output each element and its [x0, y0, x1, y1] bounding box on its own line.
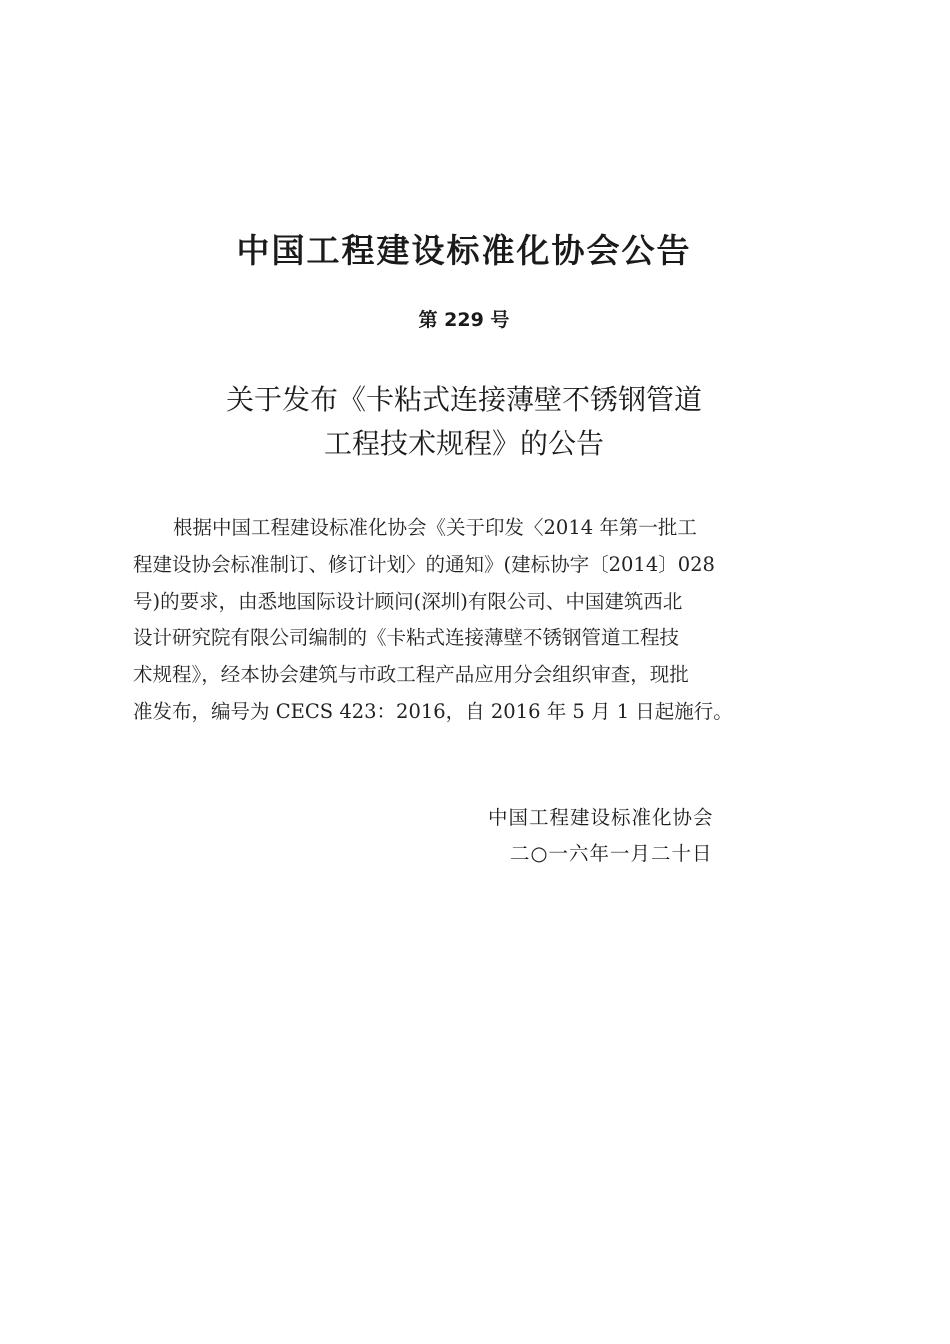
body-line-5: 术规程》，经本协会建筑与市政工程产品应用分会组织审查，现批: [133, 663, 689, 687]
notice-number: 第 229 号: [418, 309, 510, 331]
body-line-1: 根据中国工程建设标准化协会《关于印发〈2014 年第一批工: [173, 516, 697, 539]
notice-subject: [0, 378, 928, 466]
subject-line-1: 关于发布《卡粘式连接薄壁不锈钢管道: [225, 383, 702, 416]
body-line-2: 程建设协会标准制订、修订计划〉的通知》(建标协字〔2014〕028: [133, 552, 715, 576]
page-title: 中国工程建设标准化协会公告: [236, 231, 692, 270]
body-line-6: 准发布，编号为 CECS 423：2016，自 2016 年 5 月 1 日起施行。: [133, 699, 733, 723]
subject-line-2: 工程技术规程》的公告: [323, 427, 604, 460]
signature-org: 中国工程建设标准化协会: [488, 806, 714, 829]
signature-block: [488, 800, 714, 872]
notice-body: [133, 510, 795, 731]
body-line-4: 设计研究院有限公司编制的《卡粘式连接薄壁不锈钢管道工程技: [133, 626, 680, 650]
body-line-3: 号)的要求，由悉地国际设计顾问(深圳)有限公司、中国建筑西北: [133, 589, 683, 613]
signature-date: 二○一六年一月二十日: [510, 842, 713, 865]
